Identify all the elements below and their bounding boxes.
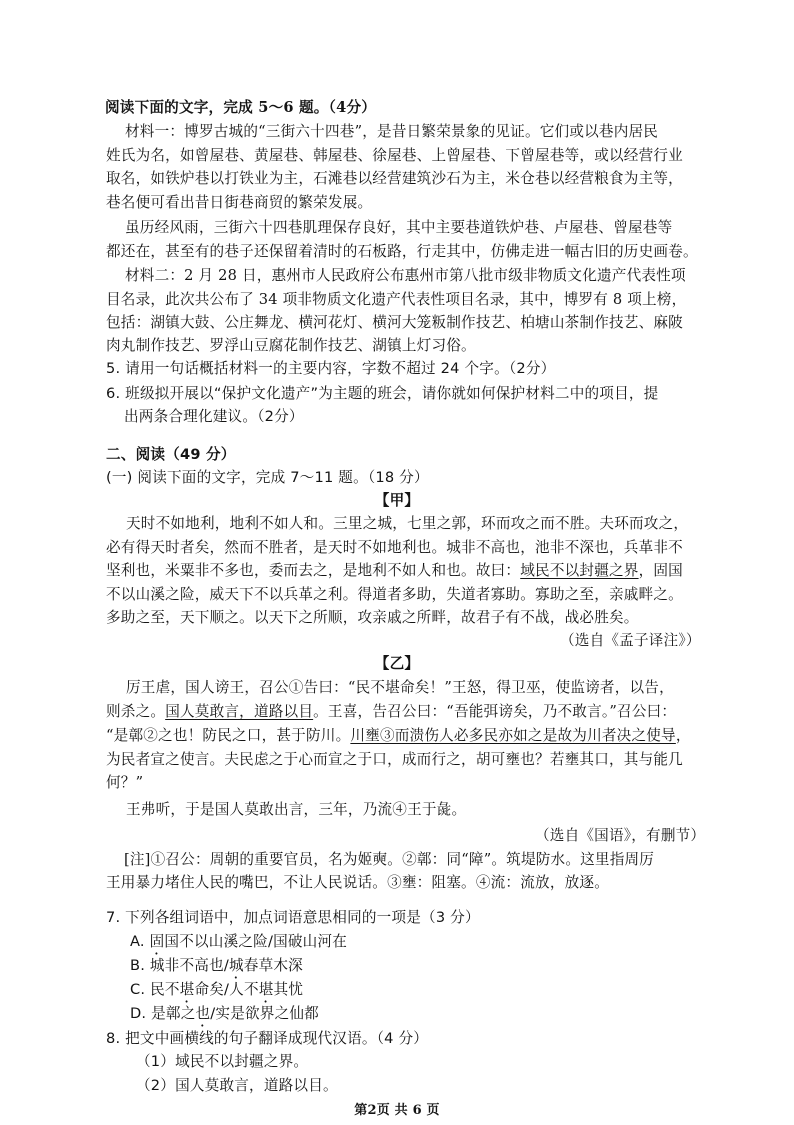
question-8-item: （2）国人莫敢言，道路以目。: [136, 1077, 338, 1094]
question-8-item: （1）域民不以封疆之界。: [136, 1053, 309, 1070]
dotted-word: 也: [195, 1005, 211, 1022]
passage-jia-source: （选自《孟子译注》）: [560, 632, 701, 649]
underlined-sentence: 国人莫敢言，道路以目: [165, 703, 314, 720]
question-6: 出两条合理化建议。（2分）: [124, 408, 304, 425]
section-two-heading: 二、阅读（49 分）: [106, 446, 236, 463]
passage-jia-line: 必有得天时者矣，然而不胜者，是天时不如地利也。城非不高也，池非不深也，兵革非不: [106, 539, 683, 556]
text-span: ，固国: [638, 562, 683, 579]
option-text: D. 是鄣之: [130, 1005, 196, 1022]
question-8-stem: 8. 把文中画横线的句子翻译成现代汉语。（4 分）: [106, 1030, 429, 1047]
passage-yi-line: 王弗听，于是国人莫敢出言，三年，乃流④王于彘。: [126, 801, 467, 818]
passage-yi-line: [106, 702, 676, 722]
passage-jia-line: 多助之至，天下顺之。以天下之所顺，攻亲戚之所畔，故君子有不战，战必胜矣。: [106, 609, 639, 626]
question-7-option-d: [130, 1004, 319, 1030]
subsection-heading: (一) 阅读下面的文字，完成 7～11 题。（18 分）: [106, 469, 429, 486]
material-one-line: 姓氏为名，如曾屋巷、黄屋巷、韩屋巷、徐屋巷、上曾屋巷、下曾屋巷等，或以经营行业: [106, 147, 683, 164]
dotted-word: 堪: [179, 981, 195, 998]
passage-jia-line: 不以山溪之险，威天下不以兵革之利。得道者多助，失道者寡助。寡助之至，亲戚畔之。: [106, 586, 683, 603]
passage-jia-line: [106, 561, 683, 581]
question-6: 6. 班级拟开展以“保护文化遗产”为主题的班会，请你就如何保护材料二中的项目，提: [106, 385, 659, 402]
underlined-sentence: 域民不以封疆之界: [520, 562, 639, 579]
page-footer: 第2页 共 6 页: [354, 1103, 440, 1118]
passage-jia-title: 【甲】: [374, 492, 420, 509]
option-text: 命矣/人不: [194, 981, 259, 998]
passage-jia-line: 天时不如地利，地利不如人和。三里之城，七里之郭，环而攻之而不胜。夫环而攻之，: [126, 515, 689, 532]
dotted-word: 固: [149, 933, 165, 950]
option-text: C. 民不: [130, 981, 180, 998]
passage-yi-line: 厉王虐，国人谤王，召公①告曰：“民不堪命矣！”王怒，得卫巫，使监谤者，以告，: [126, 679, 674, 696]
text-span: ，: [675, 727, 691, 744]
annotation-line: [注]①召公：周朝的重要官员，名为姬奭。②鄣：同“障”。筑堤防水。这里指周厉: [124, 851, 655, 868]
section-heading-5-6: 阅读下面的文字，完成 5～6 题。（4分）: [105, 99, 377, 116]
material-one-line: 虽历经风雨，三街六十四巷肌理保存良好，其中主要巷道铁炉巷、卢屋巷、曾屋巷等: [125, 219, 673, 236]
option-text: A.: [130, 933, 150, 950]
passage-yi-line: [106, 726, 691, 746]
material-one-line: 材料一：博罗古城的“三街六十四巷”，是昔日繁荣景象的见证。它们或以巷内居民: [125, 123, 659, 140]
text-span: 。王喜，告召公曰：“吾能弭谤矣，乃不敢言。”召公曰：: [313, 703, 677, 720]
passage-yi-title: 【乙】: [374, 655, 420, 672]
material-two-line: 目名录，此次共公布了 34 项非物质文化遗产代表性项目名录，其中，博罗有 8 项上榜，: [106, 291, 687, 308]
option-text: 国不以山溪之险/国破山河在: [164, 933, 348, 950]
passage-yi-source: （选自《国语》，有删节）: [535, 827, 706, 844]
annotation-line: 王用暴力堵住人民的嘴巴，不让人民说话。③壅：阻塞。④流：流放，放逐。: [106, 874, 609, 891]
material-two-line: 材料二：2 月 28 日，惠州市人民政府公布惠州市第八批市级非物质文化遗产代表性项: [125, 267, 686, 284]
option-text: /实是欲界之仙都: [210, 1005, 319, 1022]
material-one-line: 巷名便可看出昔日街巷商贸的繁荣发展。: [106, 194, 373, 211]
option-text: 春草木深: [243, 957, 303, 974]
option-text: B. 城非不高也/: [130, 957, 229, 974]
material-one-line: 都还在，甚至有的巷子还保留着清时的石板路，行走其中，仿佛走进一幅古旧的历史画卷。: [106, 243, 698, 260]
dotted-word: 堪: [258, 981, 274, 998]
text-span: “是鄣②之也！防民之口，甚于防川。: [106, 727, 351, 744]
underlined-sentence: 川壅③而溃伤人必多民亦如之是故为川者决之使导: [350, 727, 676, 744]
passage-yi-line: 何？”: [106, 774, 144, 791]
material-two-line: 包括：湖镇大鼓、公庄舞龙、横河花灯、横河大笼粄制作技艺、柏塘山茶制作技艺、麻陂: [106, 314, 683, 331]
passage-yi-line: 为民者宣之使言。夫民虑之于心而宣之于口，成而行之，胡可壅也？若壅其口，其与能几: [106, 751, 683, 768]
material-one-line: 取名，如铁炉巷以打铁业为主，石滩巷以经营建筑沙石为主，米仓巷以经营粮食为主等，: [106, 170, 683, 187]
material-two-line: 肉丸制作技艺、罗浮山豆腐花制作技艺、湖镇上灯习俗。: [106, 337, 476, 354]
question-5: 5. 请用一句话概括材料一的主要内容，字数不超过 24 个字。（2分）: [106, 360, 556, 377]
question-7-option-c: [130, 980, 303, 1006]
text-span: 坚利也，米粟非不多也，委而去之，是地利不如人和也。故曰：: [106, 562, 521, 579]
dotted-word: 城: [228, 957, 244, 974]
question-7-option-b: [130, 956, 303, 982]
question-7-option-a: [130, 932, 347, 958]
text-span: 则杀之。: [106, 703, 166, 720]
option-text: 其忧: [273, 981, 304, 998]
question-7-stem: 7. 下列各组词语中，加点词语意思相同的一项是（3 分）: [106, 909, 480, 926]
